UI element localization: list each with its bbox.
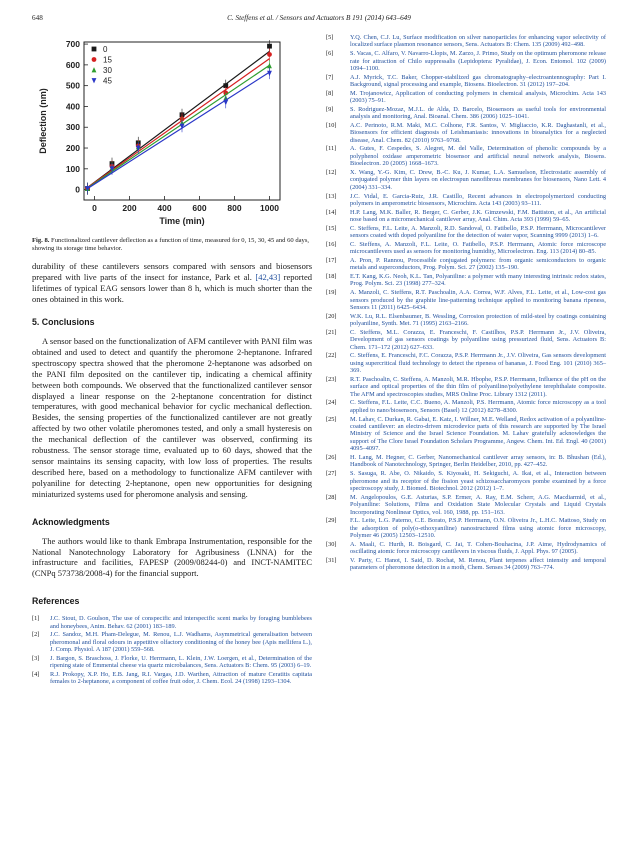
legend-marker	[92, 57, 97, 62]
reference-item	[326, 257, 606, 272]
reference-text[interactable]: J.C. Stout, D. Goulson, The use of conspecific and interspecific scent marks by foraging bumblebees and honeybees, Anim. Behav. 62 (2001) 183–189.	[50, 615, 312, 630]
reference-number: [28]	[326, 493, 337, 501]
reference-number: [9]	[326, 105, 334, 113]
fit-line-15	[88, 59, 270, 188]
reference-item	[326, 74, 606, 89]
journal-reference: C. Steffens et al. / Sensors and Actuators B 191 (2014) 643–649	[227, 14, 411, 22]
reference-text[interactable]: A. Pron, P. Rannou, Processible conjugated polymers: from organic semiconductors to organic metals and superconductors, Prog. Polym. Sci. 27 (2002) 135–190.	[350, 256, 606, 272]
reference-number: [17]	[326, 256, 337, 264]
reference-item	[326, 289, 606, 311]
y-tick-label: 200	[65, 143, 80, 154]
legend-marker	[92, 78, 97, 83]
y-tick-label: 700	[65, 39, 80, 50]
reference-number: [13]	[326, 192, 337, 200]
x-tick-label: 200	[122, 203, 137, 213]
reference-text[interactable]: R.J. Prokopy, X.P. Ho, E.B. Jang, R.I. Vargas, J.D. Warthen, Attraction of mature Ceratitis capitata females to 2-heptanone, a component of coffee fruit odor, J. Chem. Ecol. 24 (1998) 1293–1304.	[50, 670, 312, 686]
reference-text[interactable]: W.K. Lu, R.L. Elsenbaumer, B. Wessling, Corrosion protection of mild-steel by coatings containing polyaniline, Synth. Met. 71 (1995) 2163–2166.	[350, 312, 606, 328]
right-column	[326, 34, 606, 573]
reference-item	[326, 209, 606, 224]
reference-number: [23]	[326, 375, 337, 383]
reference-text[interactable]: A.C. Perinoto, R.M. Maki, M.C. Colhone, F.R. Santos, V. Migliaccio, K.R. Daghastanli, et al., Biosensors for efficient diagnosis of Leishmaniasis: innovations in bioanalytics for a neglected disease, Anal. Chem. 82 (2010) 9763–9768.	[350, 121, 606, 144]
reference-number: [30]	[326, 540, 337, 548]
reference-text[interactable]: J. Bargon, S. Braschoss, J. Florke, U. Herrmann, L. Klein, J.W. Loergen, et al., Determination of the ripening state of Emmental cheese via quartz microbalances, Sens. Actuators B: Chem. 95 (2003) 6–19.	[50, 654, 312, 670]
acknowledgments-heading: Acknowledgments	[32, 516, 110, 527]
y-tick-label: 400	[65, 101, 80, 112]
reference-number: [21]	[326, 328, 337, 336]
reference-text[interactable]: A. Manzoli, C. Steffens, R.T. Paschoalin, A.A. Correa, W.F. Alves, F.L. Leite, et al., Low-cost gas sensors produced by the graphite line-patterning technique applied to monitoring banana ripeness, Sensors 11 (2011) 6425–6434.	[350, 289, 606, 312]
reference-text[interactable]: Y.Q. Chen, C.J. Lu, Surface modification on silver nanoparticles for enhancing vapor selectivity of localized surface plasmon resonance sensors, Sens. Actuators B: Chem. 135 (2009) 492–498.	[350, 34, 606, 49]
figure-8	[32, 34, 312, 253]
reference-item	[326, 376, 606, 398]
reference-number: [19]	[326, 289, 337, 297]
x-tick-label: 1000	[260, 203, 279, 213]
reference-number: [4]	[32, 670, 40, 678]
legend-label: 30	[103, 66, 112, 75]
reference-text[interactable]: M. Trojanowicz, Application of conducting polymers in chemical analysis, Microchim. Acta 143 (2003) 75–91.	[350, 89, 606, 105]
reference-number: [6]	[326, 50, 334, 58]
deflection-chart	[32, 34, 312, 230]
reference-number: [15]	[326, 224, 337, 232]
para-text-a: durability of these cantilevers sensors compared with sensors and biosensors prepared with live parts of the insect for instance, Park et al.	[32, 261, 312, 283]
reference-item	[326, 106, 606, 121]
reference-text[interactable]: M. Lahav, C. Durkan, R. Gabai, E. Katz, I. Willner, M.E. Welland, Redox activation of a polyaniline-coated cantilever: an electro-driven microdevice parts of this research are supported by The Israel Ministry of Science and the Israel Science Foundation. M. Lahav gratefully acknowledges the support of The Clore Israel Foundation Scholars Programme, Angew. Chem. Int. Ed. Engl. 40 (2001) 4095–4097.	[350, 415, 606, 453]
fit-line-0	[88, 51, 270, 187]
data-point-45	[223, 100, 228, 105]
x-axis-label: Time (min)	[159, 216, 205, 226]
reference-text[interactable]: J.C. Sandoz, M.H. Pham-Delegue, M. Renou, L.J. Wadhams, Asymmetrical generalisation between pheromonal and floral odours in appetitive olfactory conditioning of the honey bee (Apis mellifera L.), J. Comp. Physiol. A 187 (2001) 559–568.	[50, 631, 312, 654]
figure-caption	[32, 237, 312, 253]
reference-text[interactable]: H.P. Lang, M.K. Baller, R. Berger, C. Gerber, J.K. Gimzewski, F.M. Battiston, et al., An artificial nose based on a micromechanical cantilever array, Anal. Chim. Acta 393 (1999) 59–65.	[350, 208, 606, 224]
reference-item	[32, 615, 312, 630]
reference-number: [1]	[32, 615, 40, 623]
reference-number: [2]	[32, 631, 40, 639]
para-text-b: reported lifetimes of typical EAG sensors lower than 8 h, which is much shorter than the ones obtained in this work.	[32, 272, 312, 305]
reference-item	[326, 34, 606, 49]
reference-text[interactable]: S. Vacas, C. Alfaro, V. Navarro-Llopis, M. Zarzo, J. Primo, Study on the optimum pheromone release rate for attraction of Chilo suppressalis (Lepidoptera: Pyralidae), J. Econ. Entomol. 102 (2009) 1094–1100.	[350, 50, 606, 72]
fit-line-45	[88, 72, 270, 188]
reference-item	[326, 90, 606, 105]
reference-text[interactable]: C. Steffens, F.L. Leite, C.C. Bueno, A. Manzoli, P.S. Herrmann, Atomic force microscopy as a tool applied to nano/biosensors, Sensors (Basel) 12 (2012) 8278–8300.	[350, 399, 606, 414]
x-tick-label: 400	[157, 203, 172, 213]
y-tick-label: 0	[75, 184, 80, 195]
reference-text[interactable]: A.J. Myrick, T.C. Baker, Chopper-stabilized gas chromatography–electroantennography: Part I. Background, signal processing and example, Biosens. Bioelectron. 31 (2012) 197–204.	[350, 73, 606, 89]
reference-text[interactable]: C. Steffens, F.L. Leite, A. Manzoli, R.D. Sandoval, O. Fatibello, P.S.P. Herrmann, Microcantilever sensors coated with doped polyaniline for the detection of water vapor, Scanning 9999 (2013) 1–6.	[350, 224, 606, 240]
x-tick-label: 800	[227, 203, 242, 213]
reference-number: [20]	[326, 312, 337, 320]
reference-text[interactable]: A. Maali, C. Hurth, R. Boisgard, C. Jai, T. Cohen-Bouhacina, J.P. Aime, Hydrodynamics of oscillating atomic force microscopy cantilevers in viscous fluids, J. Appl. Phys. 97 (2005).	[350, 540, 606, 556]
reference-number: [14]	[326, 208, 337, 216]
reference-number: [11]	[326, 145, 337, 153]
reference-item	[326, 557, 606, 572]
durability-paragraph	[32, 261, 312, 305]
reference-number: [5]	[326, 34, 334, 41]
data-point-15	[267, 52, 272, 57]
reference-item	[326, 541, 606, 556]
reference-item	[326, 399, 606, 414]
reference-item	[32, 655, 312, 670]
caption-text: Functionalized cantilever deflection as a function of time, measured for 0, 15, 30, 45 and 60 days, showing its storage time behavior.	[32, 237, 310, 253]
reference-text[interactable]: F.L. Leite, L.G. Paterno, C.E. Borato, P.S.P. Herrmann, O.N. Oliveira Jr., L.H.C. Mattoso, Study on the adsorption of poly(o-ethoxyaniline) nanostructured films using atomic force microscopy, Polymer 46 (2005) 12503–12510.	[350, 517, 606, 540]
reference-number: [22]	[326, 352, 337, 360]
reference-item	[326, 50, 606, 72]
conclusions-heading: 5. Conclusions	[32, 317, 95, 328]
conclusions-paragraph: A sensor based on the functionalization of AFM cantilever with PANI film was obtained and used to detect and quantify the pheromone 2-heptanone. Infrared spectroscopy spectra showed that the pheromone 2-heptanone was adsorbed on the PANI film deposited on the cantilever tip, indicating a chemical affinity between both compounds. We observed that the functionalized cantilever sensor displayed a linear response on the 2-heptanone concentration for distinct temperatures, with good mechanical behavior for cyclic mechanical deflection. Besides, the sensing properties of the functionalized cantilever are not greatly affected by two other volatile pheromones tested, and only a small hysteresis on the mechanical deflection of the cantilever was observed, confirming its robustness. The sensor storage time, evaluated up to 60 days, showed that the sensor maintains its sensing capacity, with low loss of properties. The results described here, based on a methodology to functionalize AFM cantilever with polyaniline for detecting 2-heptanone, open new opportunities for designing miniaturized systems used for pheromone analysis and sensing.	[32, 336, 312, 499]
legend-marker	[92, 47, 97, 52]
reference-number: [18]	[326, 273, 337, 281]
y-tick-label: 300	[65, 122, 80, 133]
legend-marker	[92, 67, 97, 72]
reference-number: [27]	[326, 470, 337, 478]
reference-list-right	[326, 34, 606, 572]
reference-text[interactable]: J.C. Vidal, E. Garcia-Ruiz, J.R. Castillo, Recent advances in electropolymerized conducting polymers in amperometric biosensors, Microchim. Acta 143 (2003) 93–111.	[350, 192, 606, 208]
reference-text[interactable]: R.T. Paschoalin, C. Steffens, A. Manzoli, M.R. Hbophe, P.S.P. Herrmann, Influence of the pH on the surface and optical properties of the thin film of polyaniline/polyethylene terephthalate composite. The AFM and spectroscopies studies, MRS Online Proc. Library 1312 (2011).	[350, 375, 606, 398]
reference-item	[326, 517, 606, 539]
reference-number: [29]	[326, 517, 337, 525]
reference-text[interactable]: S. Sasuga, R. Abe, O. Nikaido, S. Kiyosaki, H. Sekiguchi, A. Ikai, et al., Interaction between pheromone and its receptor of the fission yeast schizosaccharomyces pombe examined by a force spectroscopy study, J. Biomed. Biotechnol. 2012 (2012) 1–7.	[350, 470, 606, 492]
reference-text[interactable]: M. Angelopoulos, G.E. Asturias, S.P. Ermer, A. Ray, E.M. Scherr, A.G. Macdiarmid, et al., Polyaniline: Solutions, Films and Oxidation State Molecular Crystals and Liquid Crystals Incorporating Nonlinear Optics, vol. 160, 1988, pp. 151–163.	[350, 493, 606, 516]
references-heading: References	[32, 596, 80, 607]
reference-item	[326, 494, 606, 516]
reference-item	[326, 241, 606, 256]
reference-text[interactable]: A. Gutes, F. Cespedes, S. Alegret, M. del Valle, Determination of phenolic compounds by a polyphenol oxidase amperometric biosensor and artificial neural network analysis, Biosens. Bioelectron. 20 (2005) 1668–1673.	[350, 145, 606, 168]
reference-number: [16]	[326, 240, 337, 248]
running-header	[32, 14, 606, 26]
citation-link[interactable]: [42,43]	[255, 272, 281, 283]
acknowledgments-paragraph: The authors would like to thank Embrapa Instrumentation, responsible for the National Nanotechnology Laboratory for Agribusiness (LNNA) for the infrastructure and facilities, FAPESP (2009/08244-0) and INCT-NAMITEC (CNPq 573738/2008-4) for the financial support.	[32, 535, 312, 579]
reference-item	[326, 416, 606, 453]
reference-item	[326, 169, 606, 191]
reference-item	[32, 631, 312, 653]
reference-number: [25]	[326, 415, 337, 423]
x-tick-label: 600	[192, 203, 207, 213]
reference-text[interactable]: C. Steffens, E. Franceschi, F.C. Corazza, P.S.P. Herrmann Jr., J.V. Oliveira, Gas sensors development using supercritical fluid technology to detect the ripeness of bananas, J. Food Eng. 101 (2010) 365–369.	[350, 352, 606, 375]
reference-item	[326, 454, 606, 469]
reference-item	[326, 470, 606, 492]
legend-label: 45	[103, 76, 112, 86]
reference-text[interactable]: X. Wang, Y.-G. Kim, C. Drew, B.-C. Ku, J. Kumar, L.A. Samuelson, Electrostatic assembly of conjugated polymer thin layers on electrospun nanofibrous membranes for biosensors, Nano Lett. 4 (2004) 331–334.	[350, 169, 606, 191]
legend-label: 0	[103, 45, 108, 54]
reference-number: [12]	[326, 169, 337, 177]
reference-number: [31]	[326, 556, 337, 564]
reference-item	[326, 273, 606, 288]
left-column	[32, 34, 312, 687]
reference-number: [7]	[326, 73, 334, 81]
reference-item	[326, 193, 606, 208]
reference-item	[326, 122, 606, 144]
reference-text[interactable]: E.T. Kang, K.G. Neoh, K.L. Tan, Polyaniline: a polymer with many interesting intrinsic redox states, Prog. Polym. Sci. 23 (1998) 277–324.	[350, 273, 606, 288]
y-tick-label: 100	[65, 163, 80, 174]
reference-number: [26]	[326, 453, 337, 461]
reference-number: [10]	[326, 121, 337, 129]
reference-number: [3]	[32, 654, 40, 662]
reference-text[interactable]: C. Steffens, A. Manzoli, F.L. Leite, O. Fatibello, P.S.P. Herrmann, Atomic force microscope microcantilevers used as sensors for monitoring humidity, Microelectron. Eng. 113 (2014) 80–85.	[350, 240, 606, 256]
caption-label: Fig. 8.	[32, 237, 50, 244]
reference-list-left	[32, 615, 312, 686]
reference-number: [24]	[326, 399, 337, 407]
reference-text[interactable]: S. Rodriguez-Mozaz, M.J.L. de Alda, D. Barcelo, Biosensors as useful tools for environmental analysis and monitoring, Anal. Bioanal. Chem. 386 (2006) 1025–1041.	[350, 105, 606, 121]
y-tick-label: 500	[65, 80, 80, 91]
reference-item	[326, 329, 606, 351]
reference-item	[32, 671, 312, 686]
page-number: 648	[32, 14, 43, 22]
reference-text[interactable]: V. Party, C. Hanot, I. Said, D. Rochat, M. Renou, Plant terpenes affect intensity and temporal parameters of pheromone detection in a moth, Chem. Senses 34 (2009) 763–774.	[350, 556, 606, 572]
reference-item	[326, 145, 606, 167]
reference-number: [8]	[326, 89, 334, 97]
y-tick-label: 600	[65, 59, 80, 70]
reference-item	[326, 225, 606, 240]
y-axis-label: Deflection (nm)	[38, 88, 48, 154]
data-point-0	[267, 44, 272, 49]
reference-text[interactable]: C. Steffens, M.L. Corazza, E. Franceschi, F. Castilhos, P.S.P. Herrmann Jr., J.V. Oliveira, Development of gas sensors coatings by polyaniline using pressurized fluid, Sens. Actuators B: Chem. 171–172 (2012) 627–633.	[350, 328, 606, 351]
reference-text[interactable]: H. Lang, M. Hegner, C. Gerber, Nanomechanical cantilever array sensors, in: B. Bhushan (Ed.), Handbook of Nanotechnology, Springer, Berlin Heidelber, 2010, pp. 427–452.	[350, 453, 606, 469]
fit-line-30	[88, 65, 270, 188]
x-tick-label: 0	[92, 203, 97, 213]
reference-item	[326, 313, 606, 328]
reference-item	[326, 352, 606, 374]
legend-label: 15	[103, 55, 112, 65]
